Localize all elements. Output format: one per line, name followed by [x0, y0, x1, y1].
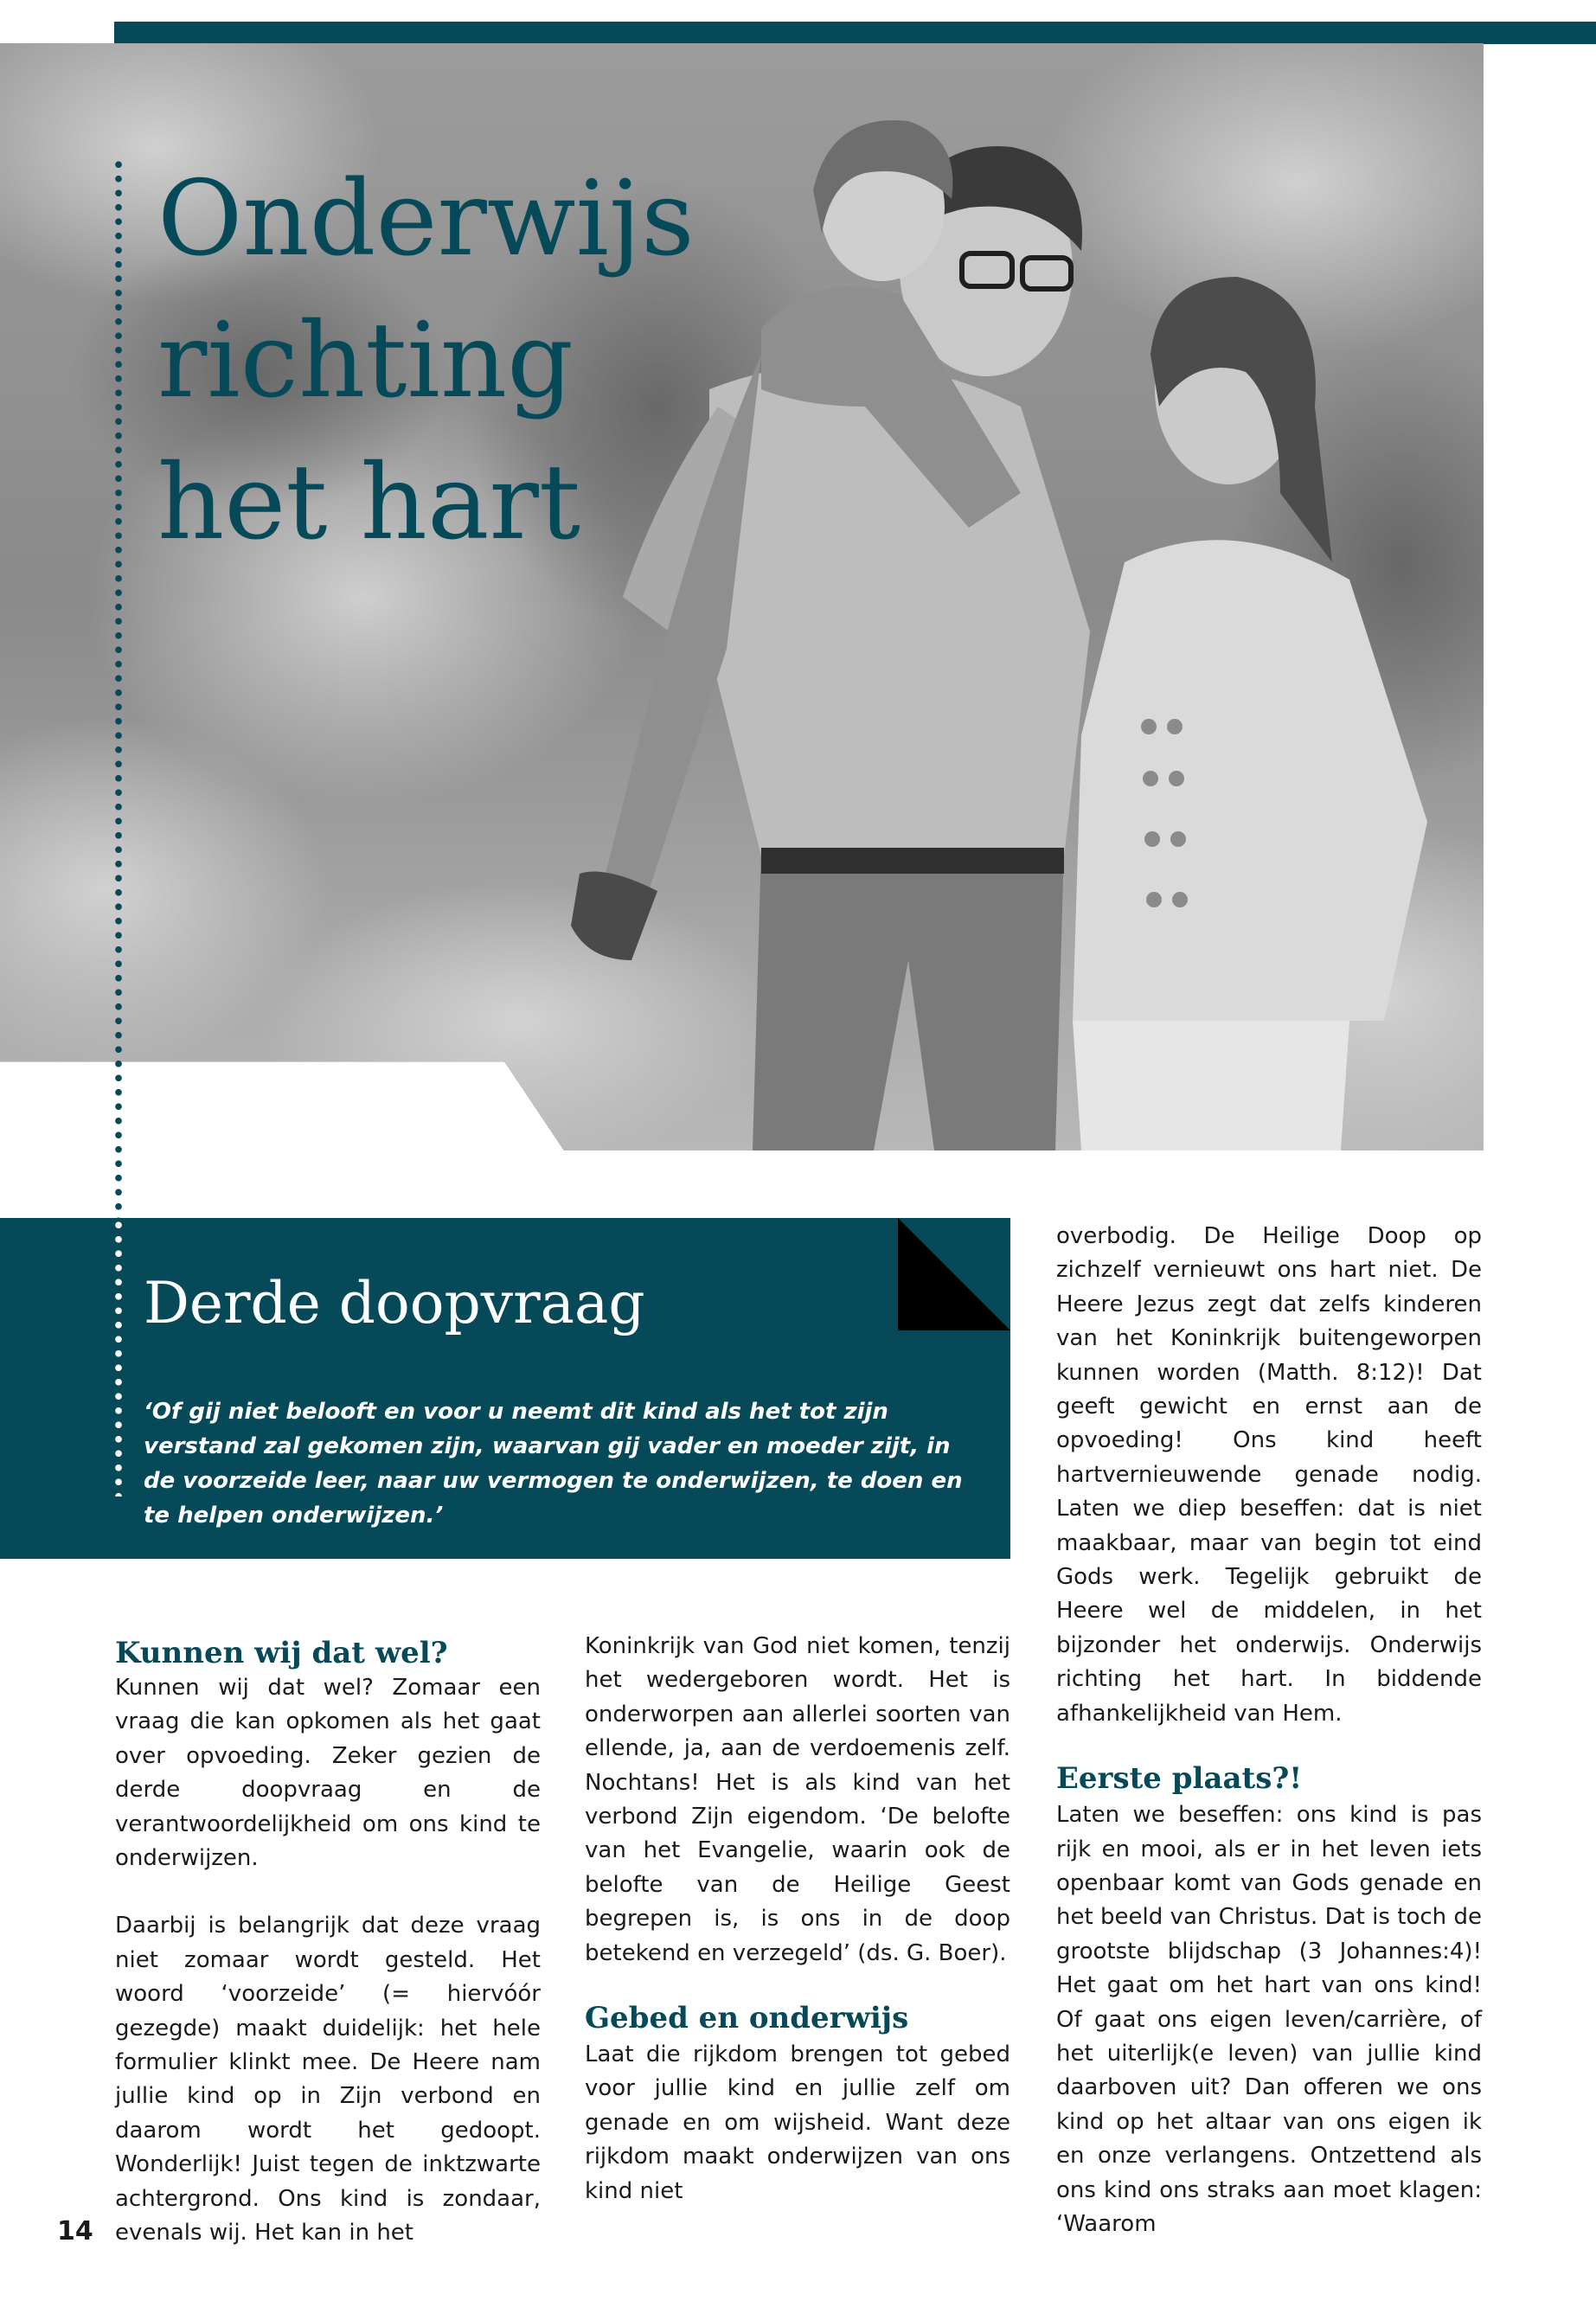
column-3: [1056, 1220, 1482, 2241]
paragraph: overbodig. De Heilige Doop op zichzelf vernieuwt ons hart niet. De Heere Jezus zegt dat zelfs kinderen van het Koninkrijk buitengeworpen kunnen worden (Matth. 8:12)! Dat geeft gewicht en ernst aan de opvoeding! Ons kind heeft hartvernieuwende genade nodig. Laten we diep beseffen: dat is niet maakbaar, maar van begin tot eind Gods werk. Tegelijk gebruikt de Heere wel de middelen, in het bijzonder het onderwijs. Onderwijs richting het hart. In biddende afhankelijkheid van Hem.: [1056, 1223, 1482, 1727]
title-line-3: het hart: [157, 443, 581, 563]
paragraph: Kunnen wij dat wel? Zomaar een vraag die kan opkomen als het gaat over opvoeding. Zeker gezien de derde doopvraag en de verantwoordelijkheid om ons kind te onderwijzen.: [115, 1675, 541, 1872]
article-title: [157, 149, 695, 574]
column-1: [115, 1630, 541, 2251]
title-line-1: Onderwijs: [157, 159, 695, 279]
box-heading: Derde doopvraag: [144, 1270, 645, 1336]
heading-kunnen-wij: Kunnen wij dat wel?: [115, 1636, 448, 1670]
heading-gebed-en-onderwijs: Gebed en onderwijs: [585, 2001, 909, 2036]
page-number: 14: [57, 2216, 93, 2247]
paragraph: Laten we beseffen: ons kind is pas rijk en mooi, als er in het leven iets openbaar komt van Gods genade en het beeld van Christus. Dat is toch de grootste blijdschap (3 Johannes:4)! Het gaat om het hart van ons kind! Of gaat ons eigen leven/carrière, of het uiterlijk(e leven) van jullie kind daarboven uit? Dan offeren we ons kind op het altaar van ons eigen ik en onze verlangens. Ontzettend als ons kind ons straks aan moet klagen: ‘Waarom: [1056, 1802, 1482, 2237]
heading-eerste-plaats: Eerste plaats?!: [1056, 1761, 1303, 1797]
top-rule: [770, 22, 1596, 44]
paragraph: Koninkrijk van God niet komen, tenzij het wedergeboren wordt. Het is onderworpen aan allerlei soorten van ellende, ja, aan de verdoemenis zelf. Nochtans! Het is als kind van het verbond Zijn eigendom. ‘De belofte van het Evangelie, waarin ook de belofte van de Heilige Geest begrepen is, is ons in de doop betekend en verzegeld’ (ds. G. Boer).: [585, 1633, 1010, 1966]
box-quote: ‘Of gij niet belooft en voor u neemt dit kind als het tot zijn verstand zal gekomen zijn, waarvan gij vader en moeder zijt, in de voorzeide leer, naar uw vermogen te onderwijzen, te doen en te helpen onderwijzen.’: [144, 1399, 963, 1529]
paragraph: Laat die rijkdom brengen tot gebed voor jullie kind en jullie zelf om genade en om wijsheid. Want deze rijkdom maakt onderwijzen van ons kind niet: [585, 2041, 1010, 2204]
paragraph: Daarbij is belangrijk dat deze vraag niet zomaar wordt gesteld. Het woord ‘voorzeide’ (= hiervóór gezegde) maakt duidelijk: het hele formulier klinkt mee. De Heere nam jullie kind op in Zijn verbond en daarom wordt het gedoopt. Wonderlijk! Juist tegen de inktzwarte achtergrond. Ons kind is zondaar, evenals wij. Het kan in het: [115, 1913, 541, 2247]
dotted-rule-white: [114, 1218, 123, 1497]
column-2: [585, 1630, 1010, 2208]
title-line-2: richting: [157, 301, 574, 421]
